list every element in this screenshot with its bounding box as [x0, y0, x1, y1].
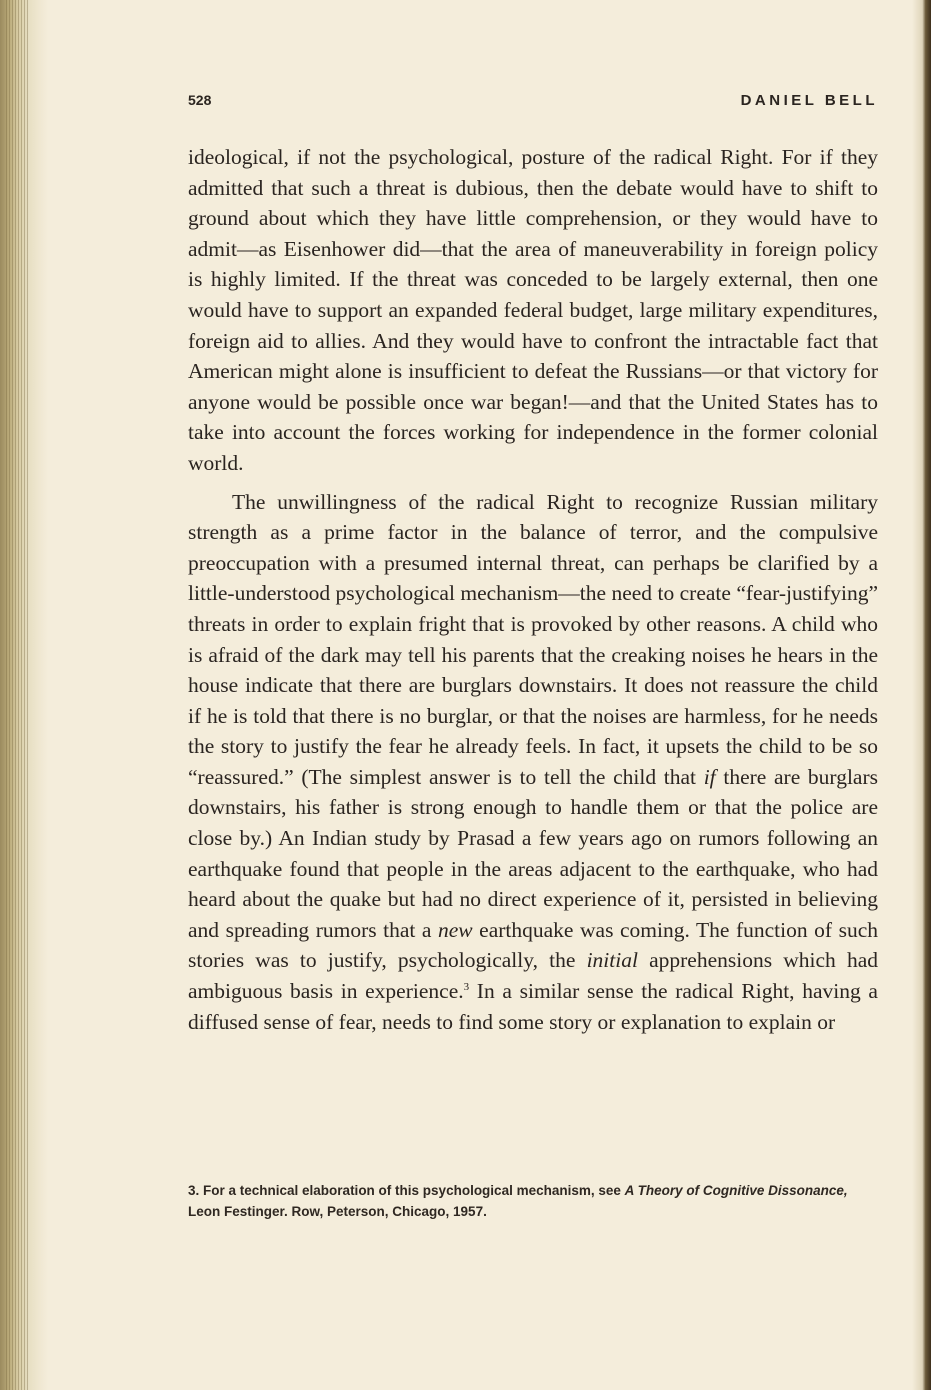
paragraph-2-emphasis-if: if: [703, 764, 716, 789]
running-head: DANIEL BELL: [740, 92, 878, 109]
paragraph-2: [188, 487, 878, 1038]
footnote-book-title: A Theory of Cognitive Dissonance,: [624, 1183, 848, 1198]
body-text: [188, 142, 878, 1037]
footnote-reference: 3: [463, 980, 470, 993]
paragraph-2-emphasis-new: new: [438, 917, 473, 942]
page-edge: [922, 0, 931, 1390]
paragraph-2-emphasis-initial: initial: [586, 948, 638, 973]
page-edge-shade: [912, 0, 922, 1390]
paragraph-2-text-1: The unwillingness of the radical Right to recognize Russian military strength as a prime factor in the balance of terror, and the compulsive preoccupation with a presumed internal threat, can perhaps be clarified by a little-understood psychological mechanism—the need to create “fear-justifying” threats in order to explain fright that is provoked by other reasons. A child who is afraid of the dark may tell his parents that the creaking noises he hears in the house indicate that there are burglars downstairs. It does not reassure the child if he is told that there is no burglar, or that the noises are harmless, for he needs the story to justify the fear he already feels. In fact, it upsets the child to be so “reassured.” (The simplest answer is to tell the child that: [188, 489, 878, 789]
paragraph-2-text-2: there are burglars downstairs, his father is strong enough to handle them or that the police are close by.) An Indian study by Prasad a few years ago on rumors following an earthquake found that people in the areas adjacent to the earthquake, who had heard about the quake but had no direct experience of it, persisted in believing and spreading rumors that a: [188, 764, 879, 942]
footnote: [188, 1180, 878, 1222]
footnote-text-1: For a technical elaboration of this psychological mechanism, see: [199, 1183, 625, 1198]
page-number: 528: [188, 92, 212, 108]
paragraph-2-text-4: apprehensions which had ambiguous basis in experience.: [188, 948, 878, 1004]
paragraph-2-text-3: earthquake was coming. The function of such stories was to justify, psychologically, the: [188, 917, 878, 973]
gutter-texture: [6, 0, 28, 1390]
paragraph-2-text-5: In a similar sense the radical Right, having a diffused sense of fear, needs to find some story or explanation to explain or: [188, 979, 878, 1034]
page-header: [188, 92, 878, 116]
footnote-number: 3.: [188, 1183, 200, 1198]
paragraph-1: ideological, if not the psychological, posture of the radical Right. For if they admitted that such a threat is dubious, then the debate would have to shift to ground about which they have little comprehension, or they would have to admit—as Eisenhower did—that the area of maneuverability in foreign policy is highly limited. If the threat was conceded to be largely external, then one would have to support an expanded federal budget, large military expenditures, foreign aid to allies. And they would have to confront the intractable fact that American might alone is insufficient to defeat the Russians—or that victory for anyone would be possible once war began!—and that the United States has to take into account the forces working for independence in the former colonial world.: [188, 145, 878, 475]
footnote-text-2: Leon Festinger. Row, Peterson, Chicago, 1957.: [188, 1204, 487, 1219]
